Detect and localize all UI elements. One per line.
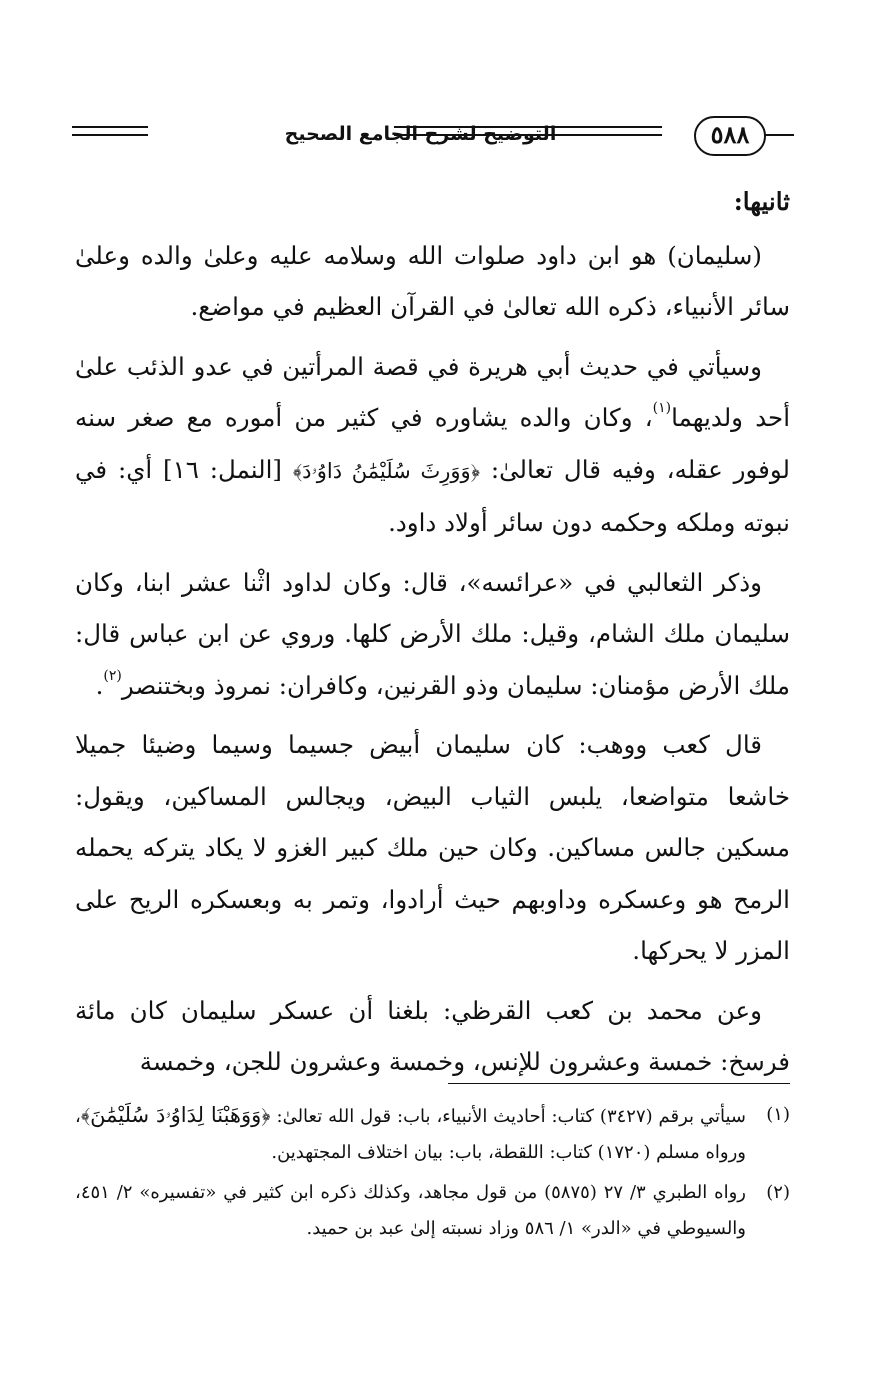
header-rule-middle-bottom xyxy=(394,134,662,136)
footnote-2-text: رواه الطبري ٣/ ٢٧ (٥٨٧٥) من قول مجاهد، وكذلك ذكره ابن كثير في «تفسيره» ٢/ ٤٥١، والسيوطي في «الدر» ١/ ٥٨٦ وزاد نسبته إلىٰ عبد بن حميد. xyxy=(75,1182,746,1239)
footnotes xyxy=(75,1097,790,1251)
page-number: ٥٨٨ xyxy=(694,116,766,156)
paragraph-1: (سليمان) هو ابن داود صلوات الله وسلامه عليه وعلىٰ والده وعلىٰ سائر الأنبياء، ذكره الله تعالىٰ في القرآن العظيم في مواضع. xyxy=(75,240,790,321)
paragraph-3-text-b: . xyxy=(95,670,104,700)
footnote-separator xyxy=(448,1083,790,1084)
paragraph-2-text-b: ، وكان والده يشاوره في كثير من أموره مع صغر سنه لوفور عقله، وفيه قال تعالىٰ: xyxy=(75,403,790,484)
footnote-ref-1[interactable]: (١) xyxy=(652,400,672,416)
footnote-1-number: (١) xyxy=(766,1104,790,1125)
paragraph-3 xyxy=(75,557,790,712)
footnote-2 xyxy=(75,1175,790,1247)
footnote-1-text xyxy=(75,1097,746,1171)
footnote-1-quran: ﴿وَوَهَبْنَا لِدَاوُۥدَ سُلَيْمَٰنَ﴾ xyxy=(80,1103,271,1127)
book-title: التوضيح لشرح الجامع الصحيح xyxy=(284,123,557,145)
footnote-ref-2[interactable]: (٢) xyxy=(103,667,122,684)
section-heading: ثانيها: xyxy=(733,187,790,216)
header-rule-left-top xyxy=(72,126,148,128)
paragraph-5: وعن محمد بن كعب القرظي: بلغنا أن عسكر سليمان كان مائة فرسخ: خمسة وعشرون للإنس، وخمسة وعشرون للجن، وخمسة xyxy=(75,995,790,1076)
footnote-1-text-b: ، ورواه مسلم (١٧٢٠) كتاب: اللقطة، باب: بيان اختلاف المجتهدين. xyxy=(75,1106,746,1163)
paragraph-2-text-c: [النمل: ١٦] أي: في نبوته وملكه وحكمه دون سائر أولاد داود. xyxy=(75,454,790,537)
main-text xyxy=(75,176,790,1096)
paragraph-4: قال كعب ووهب: كان سليمان أبيض جسيما وسيما وضيئا جميلا خاشعا متواضعا، يلبس الثياب البيض، ويجالس المساكين، ويقول: مسكين جالس مساكين. وكان حين ملك كبير الغزو لا يكاد يتركه يحمله الرمح هو وعسكره وداوبهم حيث أرادوا، وتمر به وبعسكره الريح على المزر لا يحركها. xyxy=(75,730,790,965)
footnote-1-text-a: سيأتي برقم (٣٤٢٧) كتاب: أحاديث الأنبياء، باب: قول الله تعالىٰ: xyxy=(270,1106,746,1127)
quran-verse: ﴿وَوَرِثَ سُلَيْمَٰنُ دَاوُۥدَ﴾ xyxy=(292,458,481,483)
paragraph-3-text-a: وذكر الثعالبي في «عرائسه»، قال: وكان لداود اثْنا عشر ابنا، وكان سليمان ملك الشام، وقيل: ملك الأرض كلها. وروي عن ابن عباس قال: ملك الأرض مؤمنان: سليمان وذو القرنين، وكافران: نمروذ وبختنصر xyxy=(75,567,790,700)
footnote-2-number: (٢) xyxy=(766,1182,790,1203)
footnote-1 xyxy=(75,1097,790,1171)
running-header xyxy=(72,112,796,164)
paragraph-2 xyxy=(75,341,790,549)
header-rule-left-bottom xyxy=(72,134,148,136)
paragraph-2-text-a: وسيأتي في حديث أبي هريرة في قصة المرأتين في عدو الذئب علىٰ أحد ولديهما xyxy=(75,351,791,432)
header-rule-middle-top xyxy=(394,126,662,128)
page-number-tail xyxy=(764,134,794,136)
